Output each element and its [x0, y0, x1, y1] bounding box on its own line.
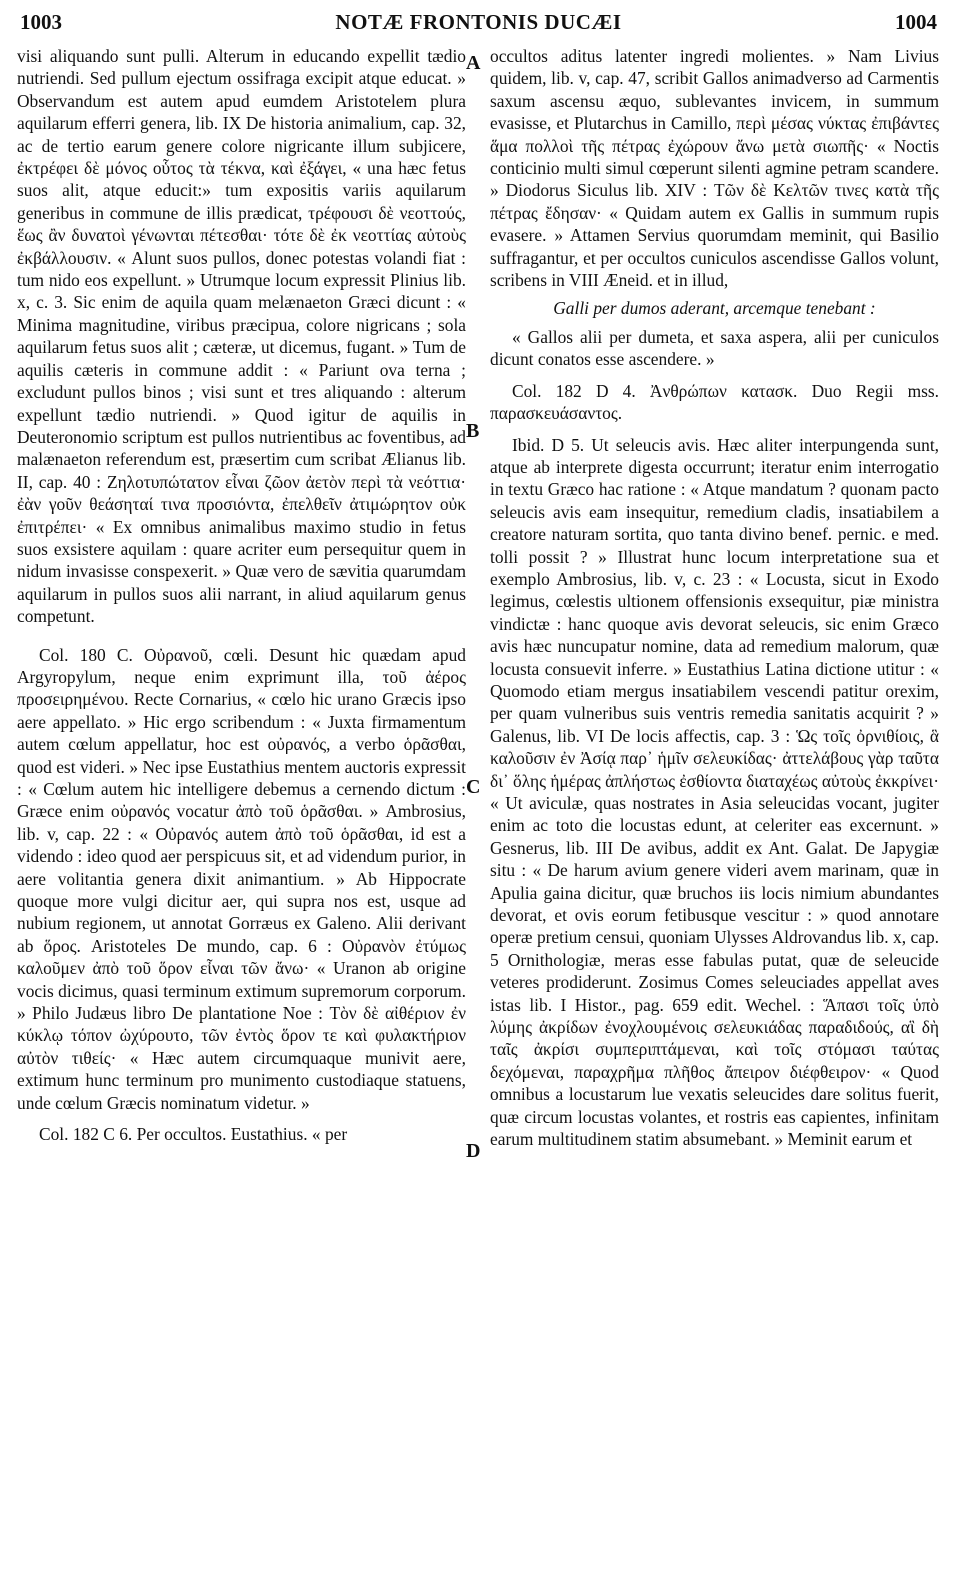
right-paragraph-4: Ibid. D 5. Ut seleucis avis. Hæc aliter interpungenda sunt, atque ab interprete digesta occurrunt; iteratur enim interrogatio in textu Græco hac ratione : « Atque mandatum ? quonam pacto seleucis avis eam insequitur, remedium cladis, insatiabilem a creatore naturam sortita, quo tanta divino benef. pernic. e med. tolli possit ? » Illustrat hunc locum interpretatione sua et exemplo Ambrosius, lib. v, c. 23 : « Locusta, sicut in Exodo legimus, cœlestis ultionem offensionis exsequitur, piæ ministra vindictæ : hanc quoque avis devorat seleucis, sic enim Græco avis hæc nuncupatur nomine, data ad remedium malorum, quæ locusta consuevit inferre. » Eustathius Latina dictione utitur : « Quomodo etiam mergus insatiabilem vescendi patitur orexim, per quam vulneribus suis ventris remedia sanitatis acquirit ? » Galenus, lib. VI De locis affectis, cap. 3 : Ὡς τοῖς ὀρνιθίοις, ἃ καλοῦσιν ἐν Ἀσίᾳ παρ᾽ ἡμῖν σελευκίδας· ἀττελάβους γὰρ ταῦτα δι᾽ ὅλης ἡμέρας ἀπλήστως ἐσθίοντα διαταχέως αὐτοὺς ἐκκρίνει· « Ut aviculæ, quas nostrates in Asia seleucidas vocant, jugiter enim ac toto die locustas edunt, at celeriter eas excernunt. » Gesnerus, lib. III De avibus, addit ex Ant. Galat. De Japygiæ situ : « De harum avium genere videri avem marinam, quæ in Apulia gaina dicitur, quæ bruchos iis locis nimium abundantes devorat, et ovis eorum fetibusque vescitur : » quod annotare operæ pretium censui, quoniam Ulysses Aldrovandus lib. x, cap. 5 Ornithologiæ, meras esse fabulas putat, quæ de seleucide veteres prodiderunt. Zosimus Comes seleuciades appellat aves istas lib. I Histor., pag. 659 edit. Wechel. : Ἅπασι τοῖς ὑπὸ λύμης ἀκρίδων ἐνοχλουμένοις σελευκιάδας παραδιδούς, αἳ δὴ ταῖς ἀκρίσι συμπεριπτάμεναι, καὶ τοῖς στόμασι ταύτας δεχόμεναι, παραχρῆμα πλῆθος ἄπειρον διέφθειρον· « Quod omnibus a locustarum lue vexatis seleucides dare solitus fuerit, quæ circum locustas volantes, et rostris eas capientes, infinitam earum multitudinem statim absumebant. » Meminit earum et — [490, 434, 939, 1150]
margin-letter-a: A — [466, 52, 481, 74]
right-column — [490, 45, 939, 1151]
right-paragraph-2: « Gallos alii per dumeta, et saxa aspera, alii per cuniculos dicunt conatos esse ascendere. » — [490, 326, 939, 370]
page-header — [20, 10, 937, 40]
page-number-right: 1004 — [895, 10, 937, 34]
left-column — [17, 45, 466, 1146]
verse-quote: Galli per dumos aderant, arcemque tenebant : — [553, 298, 876, 319]
right-paragraph-3: Col. 182 D 4. Ἀνθρώπων κατασκ. Duo Regii mss. παρασκευάσαντος. — [490, 380, 939, 424]
page-number-left: 1003 — [20, 10, 62, 34]
left-paragraph-2: Col. 180 C. Οὐρανοῦ, cœli. Desunt hic quædam apud Argyropylum, neque enim exprimunt illa, τοῦ ἀέρος προσειρημένου. Recte Cornarius, « cœlo hic urano Græcis ipso aere appellato. » Hic ergo scribendum : « Juxta firmamentum autem cœlum appellatur, hoc est οὐρανός, a verbo ὁρᾶσθαι, quod est videri. » Nec ipse Eustathius mentem auctoris expressit : « Cœlum autem hic intelligere debemus a cernendo dictum : Græce enim οὐρανός vocatur ἀπὸ τοῦ ὁρᾶσθαι. » Ambrosius, lib. v, cap. 22 : « Οὐρανός autem ἀπὸ τοῦ ὁρᾶσθαι, id est a videndo : ideo quod aer perspicuus sit, et ad videndum purior, in aere volitantia genera dixit animantium. » Ab Hippocrate quoque more vulgi dicitur aer, qui supra nos est, usque ad nubium regionem, ut annotat Gorræus ex Galeno. Alii derivant ab ὅρος. Aristoteles De mundo, cap. 6 : Οὐρανὸν ἐτύμως καλοῦμεν ἀπὸ τοῦ ὅρον εἶναι τῶν ἄνω· « Uranon ab origine vocis dicimus, quasi terminum extimum supremorum corporum. » Philo Judæus libro De plantatione Noe : Τὸν δὲ αἰθέριον ἐν κύκλῳ τόπον ὠχύρουτο, τῶν ἐντὸς ὅρον τε καὶ φυλακτήριον αὐτὸν τιθείς· « Hæc autem circumquaque munivit aere, extimum hunc terminum pro munimento custodiaque statuens, unde cœlum Græcis nominatum videtur. » — [17, 644, 466, 1113]
margin-letter-c: C — [466, 776, 481, 798]
margin-letter-d: D — [466, 1140, 481, 1162]
margin-letter-b: B — [466, 420, 480, 442]
left-paragraph-1: visi aliquando sunt pulli. Alterum in educando expellit tædio nutriendi. Sed pullum ejectum ossifraga excipit atque educat. » Observandum est autem apud eumdem Aristotelem plura aquilarum efferri genera, lib. IX De historia animalium, cap. 32, ac de tertio earum genere colore nigricante illum subjicere, ἐκτρέφει δὲ μόνος οὗτος τὰ τέκνα, καὶ ἐξάγει, « una hæc fetus suos alit, atque educit:» tum expositis variis aquilarum generibus in commune de illis prædicat, τρέφουσι δὲ νεοττούς, ἕως ἂν δυνατοὶ γένωνται πέτεσθαι· τότε δὲ ἐκ νεοττίας αὐτοὺς ἐκβάλλουσιν. « Alunt suos pullos, donec potestas volandi fiat : tum nido eos expellunt. » Utrumque locum expressit Plinius lib. x, c. 3. Sic enim de aquila quam melænaeton Græci dicunt : « Minima magnitudine, viribus præcipua, colore nigricans ; sola aquilarum fetus suos alit ; cæteræ, ut dicemus, fugant. » Tum de aquilis cæteris in commune addit : « Pariunt ova terna ; excludunt pullos binos ; visi sunt et tres aliquando : alterum expellunt tædio nutriendi. » Quod igitur de aquilis in Deuteronomio scriptum est pullos nutrientibus ac foventibus, ad malænaeton referendum est, præsertim cum scribat Ælianus lib. II, cap. 40 : Ζηλοτυπώτατον εἶναι ζῶον ἀετὸν περὶ τὰ νεόττια· ἐὰν γοῦν θεάσηταί τινα προσιόντα, ἐπελθεῖν ἀτιμώρητον οὐκ ἐπιτρέπει· « Ex omnibus animalibus maximo studio in fetus suos exsistere aquilam : quare acriter eum persequitur quem in nidum invasisse conspexerit. » Quæ vero de sævitia quarumdam aquilarum in pullos suos alii narrant, in aliud aquilarum genus competunt. — [17, 46, 466, 627]
left-paragraph-3: Col. 182 C 6. Per occultos. Eustathius. « per — [39, 1124, 348, 1145]
running-title: NOTÆ FRONTONIS DUCÆI — [335, 10, 622, 34]
right-paragraph-1: occultos aditus latenter ingredi molientes. » Nam Livius quidem, lib. v, cap. 47, scribit Gallos animadverso ad Carmentis saxum ascensu æquo, sublevantes invicem, in summum evasisse, et Plutarchus in Camillo, περὶ μέσας νύκτας ἐπιβάντες ἅμα πολλοὶ τῆς πέτρας ἐχώρουν ἄνω μετὰ σιωπῆς· « Noctis conticinio multi simul cœperunt silenti agmine petram scandere. » Diodorus Siculus lib. XIV : Τῶν δὲ Κελτῶν τινες κατὰ τῆς πέτρας ἔδησαν· « Quidam autem ex Gallis in summum rupis evasere. » Attamen Servius quorumdam meminit, qui Basilio suffragantur, et per occultos cuniculos ascendisse Gallos volunt, scribens in VIII Æneid. et in illud, — [490, 46, 939, 291]
